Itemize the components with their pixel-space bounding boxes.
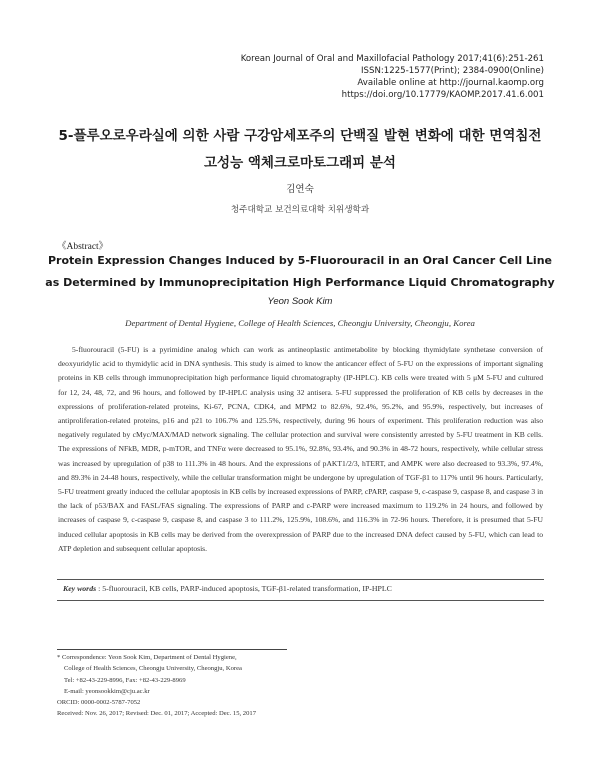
keywords-label: Key words [63,584,97,593]
english-title [30,250,570,294]
footnote-email: E-mail: yeonsookkim@cju.ac.kr [64,687,150,695]
footnote-college: College of Health Sciences, Cheongju University, Cheongju, Korea [64,665,242,673]
journal-citation: Korean Journal of Oral and Maxillofacial Pathology 2017;41(6):251-261 [240,54,544,64]
footnote-rule [57,649,287,650]
keywords-value: 5-fluorouracil, KB cells, PARP-induced apoptosis, TGF-β1-related transformation, IP-HPLC [102,584,392,593]
footnote-dates: Received: Nov. 26, 2017; Revised: Dec. 01, 2017; Accepted: Dec. 15, 2017 [57,710,256,718]
keywords-top-rule [57,579,544,580]
korean-title [20,123,580,177]
keywords-bottom-rule [57,600,544,601]
keywords [63,584,392,593]
abstract-label: 《Abstract》 [57,242,109,252]
journal-issn: ISSN:1225-1577(Print); 2384-0900(Online) [361,66,544,76]
journal-header [241,53,544,101]
english-title-line-1: Protein Expression Changes Induced by 5-Fluorouracil in an Oral Cancer Cell Line [48,254,552,267]
journal-doi: https://doi.org/10.17779/KAOMP.2017.41.6.001 [341,90,544,100]
korean-affiliation: 청주대학교 보건의료대학 치위생학과 [230,205,370,215]
correspondence-footnote [57,652,256,720]
korean-title-line-2: 고성능 액체크로마토그래피 분석 [204,155,396,171]
english-affiliation: Department of Dental Hygiene, College of Health Sciences, Cheongju University, Cheongju, Korea [125,318,475,328]
footnote-phone: Tel: +82-43-229-8996, Fax: +82-43-229-8969 [64,676,186,684]
footnote-correspondence: * Correspondence: Yeon Sook Kim, Department of Dental Hygiene, [57,654,237,661]
korean-title-line-1: 5-플루오로우라실에 의한 사람 구강암세포주의 단백질 발현 변화에 대한 면역침전 [58,128,542,144]
abstract-body: 5-fluorouracil (5-FU) is a pyrimidine analog which can work as antineoplastic antimetabolite by blocking thymidylate synthetase conversion of deoxyuridylic acid to thymidylic acid in DNA synthesis. This study is aimed to know the anticancer effect of 5-FU on the expressions of important signaling proteins in KB cells through immunoprecipitation high performance liquid chromatography (IP-HPLC). KB cells were treated with 5 μM 5-FU and cultured for 12, 24, 48, 72, and 96 hours, and followed by IP-HPLC analysis using 32 antisera. 5-FU suppressed the proliferation of KB cells by decreases in the expressions of proliferation-related proteins, Ki-67, PCNA, CDK4, and MPM2 to 82.6%, 92.4%, 95.2%, and 95.9%, respectively, but increases of antiproliferation-related proteins, p16 and p21 to 106.7% and 125.5%, respectively, during 96 hours of experiment. This proliferation reduction was also negatively regulated by cMyc/MAX/MAD network signaling. The cellular protection and survival were consistently arrested by 5-FU treatment in KB cells. The expressions of NFkB, MDR, p-mTOR, and TNFα were decreased to 95.1%, 92.8%, 93.4%, and 90.3% in 48-72 hours, respectively, while cellular stress was increased by upregulation of p38 to 111.3% in 48 hours. And the expressions of pAKT1/2/3, hTERT, and AMPK were also decreased to 93.3%, 97.4%, and 89.3% in 24-48 hours, respectively, while the cellular transformation might be undergone by upregulation of TGF-β1 to 117% until 96 hours. Particularly, 5-FU treatment greatly induced the cellular apoptosis in KB cells by increased expressions of PARP, cPARP, caspase 9, c-caspase 9, caspase 8, and caspase 3 in the lack of p53/BAX and FASL/FAS signaling. The expressions of PARP and c-PARP were increased maximum to 119.2% in 24 hours, and followed by increases of caspase 9, c-caspase 9, caspase 8, and caspase 3 to 111.2%, 125.9%, 108.6%, and 116.3% in 72-96 hours. Therefore, it is presumed that 5-FU induced cellular apoptosis in KB cells may be derived from the overexpression of PARP due to the increased DNA defect caused by 5-FU, which can lead to ATP depletion and subsequent cellular apoptosis. [58,345,543,553]
english-title-line-2: as Determined by Immunoprecipitation High Performance Liquid Chromatography [45,276,555,289]
english-author: Yeon Sook Kim [267,296,333,307]
footnote-orcid: ORCID: 0000-0002-5787-7052 [57,699,141,707]
korean-author: 김연숙 [286,184,314,195]
keywords-separator: : [96,584,103,593]
journal-url: Available online at http://journal.kaomp.org [357,78,544,88]
